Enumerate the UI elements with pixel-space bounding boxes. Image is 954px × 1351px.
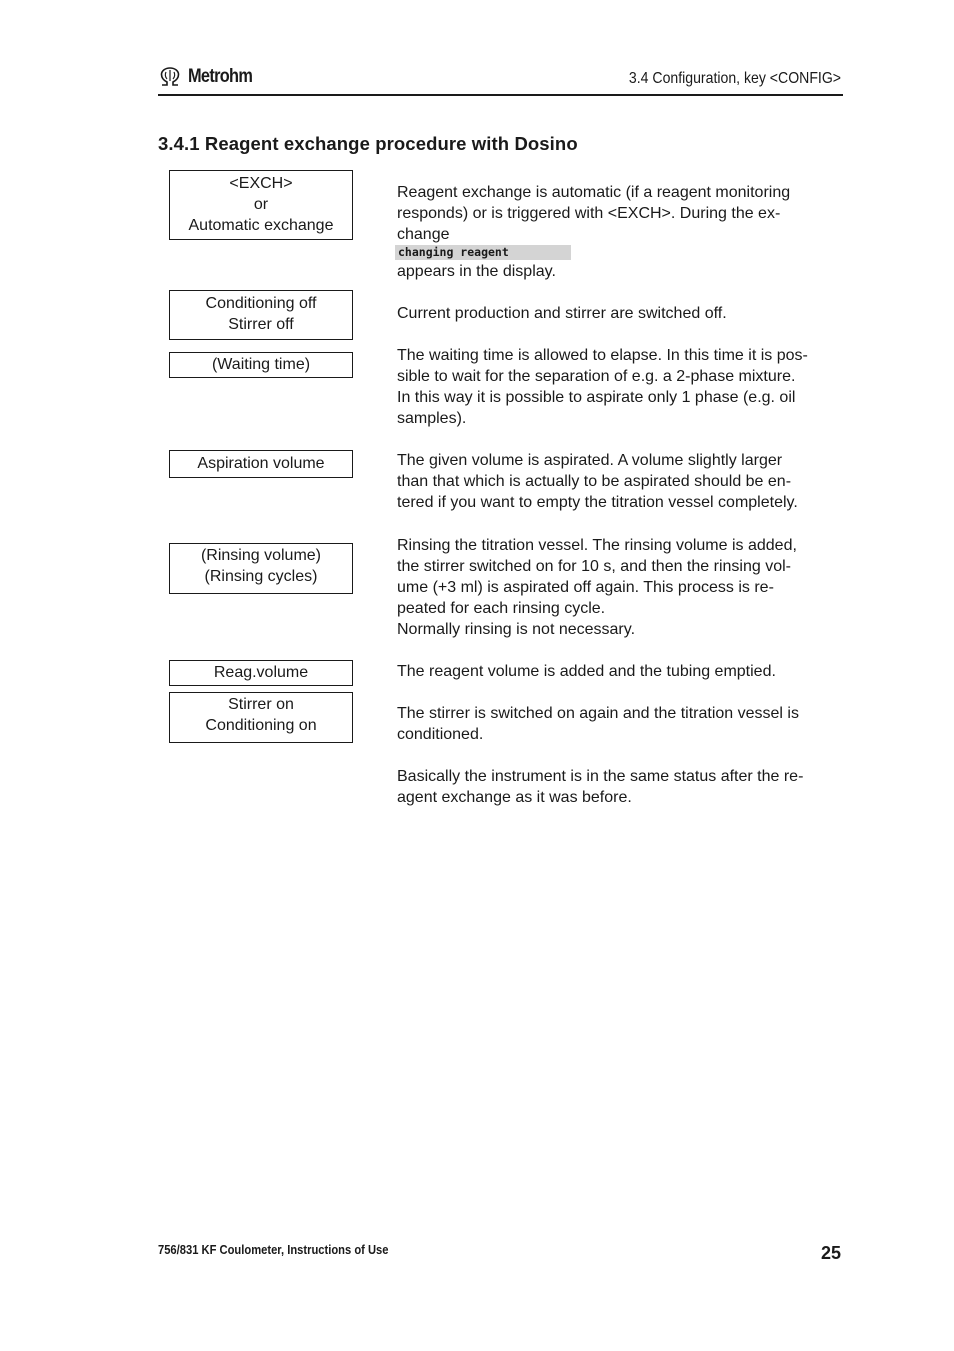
description-summary bbox=[397, 766, 842, 808]
text-line: sible to wait for the separation of e.g. a 2-phase mixture. bbox=[397, 368, 796, 385]
section-reference: 3.4 Configuration, key <CONFIG> bbox=[628, 70, 841, 87]
text-line: In this way it is possible to aspirate only 1 phase (e.g. oil bbox=[397, 389, 796, 406]
manual-title: 756/831 KF Coulometer, Instructions of Use bbox=[158, 1242, 389, 1257]
step-line: Aspiration volume bbox=[197, 455, 325, 472]
description-reagent-volume bbox=[397, 661, 842, 682]
logo-text: Metrohm bbox=[188, 66, 253, 87]
text-line: the stirrer switched on for 10 s, and then the rinsing vol- bbox=[397, 558, 791, 575]
step-box-aspiration-volume bbox=[169, 450, 353, 478]
text-line: conditioned. bbox=[397, 726, 484, 743]
step-box-rinsing bbox=[169, 543, 353, 594]
text-line: appears in the display. bbox=[397, 263, 556, 280]
step-line: Conditioning off bbox=[205, 295, 317, 312]
text-line: The waiting time is allowed to elapse. In this time it is pos- bbox=[397, 347, 808, 364]
step-line: Conditioning on bbox=[205, 717, 317, 734]
step-line: or bbox=[253, 196, 269, 213]
text-line: peated for each rinsing cycle. bbox=[397, 600, 606, 617]
text-line: The reagent volume is added and the tubing emptied. bbox=[397, 663, 776, 680]
step-box-stirrer-on bbox=[169, 692, 353, 743]
description-aspiration-volume bbox=[397, 450, 842, 513]
page-header bbox=[158, 64, 843, 96]
description-stirrer-on bbox=[397, 703, 842, 745]
text-line: Current production and stirrer are switched off. bbox=[397, 305, 727, 322]
text-line: samples). bbox=[397, 410, 467, 427]
text-line: change bbox=[397, 226, 450, 243]
text-line: The given volume is aspirated. A volume slightly larger bbox=[397, 452, 783, 469]
page-number: 25 bbox=[820, 1243, 841, 1263]
metrohm-logo bbox=[158, 66, 263, 88]
description-waiting-time bbox=[397, 345, 842, 429]
step-box-exchange-trigger bbox=[169, 170, 353, 240]
text-line: agent exchange as it was before. bbox=[397, 789, 632, 806]
section-title: 3.4.1 Reagent exchange procedure with Dosino bbox=[158, 133, 578, 154]
omega-icon bbox=[158, 66, 182, 88]
step-line: (Waiting time) bbox=[211, 356, 311, 373]
text-line: responds) or is triggered with <EXCH>. During the ex- bbox=[397, 205, 781, 222]
text-line: Normally rinsing is not necessary. bbox=[397, 621, 636, 638]
description-display bbox=[397, 261, 842, 282]
step-line: (Rinsing volume) bbox=[200, 547, 322, 564]
description-rinsing bbox=[397, 535, 842, 640]
text-line: Reagent exchange is automatic (if a reagent monitoring bbox=[397, 184, 791, 201]
description-conditioning-off bbox=[397, 303, 842, 324]
step-box-waiting-time bbox=[169, 352, 353, 378]
step-line: Reag.volume bbox=[213, 664, 309, 681]
step-box-conditioning-off bbox=[169, 290, 353, 340]
display-message: changing reagent bbox=[395, 245, 571, 260]
text-line: Rinsing the titration vessel. The rinsing volume is added, bbox=[397, 537, 797, 554]
step-line: (Rinsing cycles) bbox=[204, 568, 318, 585]
text-line: tered if you want to empty the titration vessel completely. bbox=[397, 494, 798, 511]
text-line: Basically the instrument is in the same status after the re- bbox=[397, 768, 804, 785]
step-line: Stirrer off bbox=[228, 316, 294, 333]
step-line: Automatic exchange bbox=[188, 217, 334, 234]
step-line: <EXCH> bbox=[229, 175, 293, 192]
description-exchange-trigger bbox=[397, 182, 842, 245]
text-line: than that which is actually to be aspirated should be en- bbox=[397, 473, 792, 490]
text-line: ume (+3 ml) is aspirated off again. This process is re- bbox=[397, 579, 774, 596]
text-line: The stirrer is switched on again and the titration vessel is bbox=[397, 705, 799, 722]
step-box-reagent-volume bbox=[169, 660, 353, 686]
step-line: Stirrer on bbox=[228, 696, 294, 713]
